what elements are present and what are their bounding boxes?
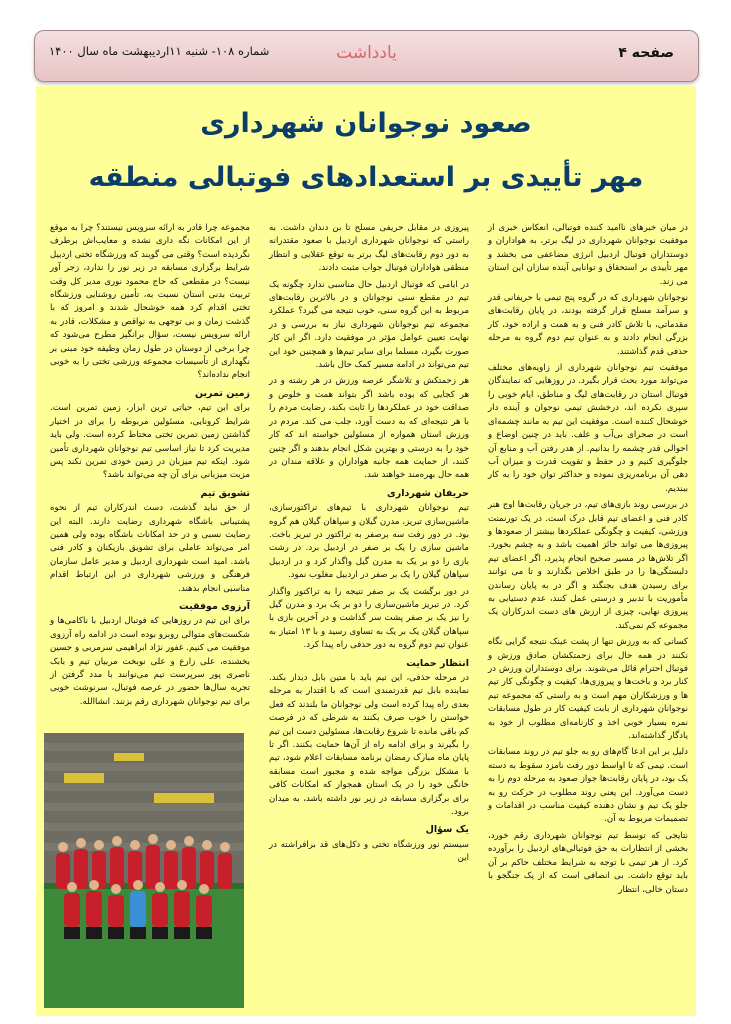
paragraph: در مرحله حذفی، این تیم باید با متین بابل دیدار بکند. نماینده بابل تیم قدرتمندی است که با اقتدار به مرحله بعدی راه پیدا کرده است ولی نوجوانان ما بلندند که فعل خواستن را خوب صرف بکنند به شرطی که در فرصت کم باقی مانده تا شروع رقابت‌ها، مسئولین دست این تیم را بگیرند و برای ادامه راه از آن‌ها حمایت بکنند. اگر تا پایان ماه مبارک رمضان برنامه مسابقات اعلام شود، تیم با مشکل بزرگی مواجه شده و مجبور است مسابقه خانگی خود را در یک استان همجوار که امکانات کافی برای برگزاری مسابقه در زیر نور داشته باشد، به میدان برود. [269, 673, 469, 818]
paragraph: سیستم نور ورزشگاه تختی و دکل‌های قد برافراشته در این [269, 839, 469, 864]
subheading: انتظار حمایت [406, 657, 469, 669]
paragraph: هر زحمتکش و تلاشگر عرصه ورزش در هر رشته و در هر کجایی که بوده باشد اگر بتواند همت و خلوص و صداقت خود در عملکردها را ثابت بکند، رضایت مردم را با هر نتیجه‌ای که به دست آورد، جلب می کند. مردم در ورزش استان همواره از مسئولین خواسته اند که کار خود را به درستی و بهترین شکل انجام بدهند و اگر چنین کنند، از حمایت همه جانبه هواداران و علاقه مندان در همه حال بهره‌مند خواهند شد. [269, 376, 469, 481]
paragraph: در دور برگشت یک بر صفر نتیجه را به تراکتور واگذار کرد. در تبریز ماشین‌سازی را دو بر یک برد و مدرن گیل را نیز یک بر صفر پشت سر گذاشت و در آخرین بازی با سپاهان گیلان یک بر یک به تساوی رسید و با ۱۳ امتیاز به عنوان تیم دوم گروه به دور حذفی راه پیدا کرد. [269, 586, 469, 651]
article-panel [36, 86, 696, 1016]
subheading: حریفان شهرداری [387, 487, 469, 499]
paragraph: پیروزی در مقابل حریفی مسلح تا بن دندان داشت. به راستی که نوجوانان شهرداری اردبیل با صعود مقتدرانه به دور دوم رقابت‌های لیگ برتر به توقع عقلایی و انتظار منطقی هواداران فوتبال جواب مثبت دادند. [269, 223, 469, 274]
page-number: صفحه ۴ [618, 45, 674, 61]
subheading: یک سؤال [425, 824, 469, 836]
subheading: زمین تمرین [194, 387, 250, 399]
paragraph: نوجوانان شهرداری که در گروه پنج تیمی با حریفانی قدر و سرآمد مسلح قرار گرفته بودند، در پایان رقابت‌های مقدماتی، با تلاش کادر فنی و به همت و اراده خود، کار بزرگی انجام دادند و به عنوان تیم دوم گروه به مرحله حذفی قدم گذاشتند. [488, 293, 688, 357]
paragraph: مجموعه چرا قادر به ارائه سرویس نیستند؟ چرا به موقع از این امکانات نگه داری نشده و معایب‌اش برطرف نگردیده است؟ وقتی می گویند که ورزشگاه تختی اردبیل شرایط برگزاری مسابقه در زیر نور را ندارد، زجر آور نیست؟ در مقطعی که حاج محمود نوری مدیر کل وقت تربیت بدنی استان نسبت به، تأمین روشنایی ورزشگاه تختی اقدام کرد همه خوشحال شدند و امروز که با گذشت زمان و بی توجهی به نواقص و مشکلات، قادر به ارائه سرویس نیست، سؤال برانگیز مطرح می‌شود که چرا برخی از دوستان در طول زمان وظیفه خود مبنی بر نگهداری از تأسیسات مجموعه ورزشی تختی را به خوبی انجام نداده‌اند؟ [50, 223, 250, 381]
paragraph: برای این تیم، حیاتی ترین ابزار، زمین تمرین است. شرایط کرونایی، مسئولین مربوطه را برای در اختیار گذاشتن زمین تمرین تختی محتاط کرده است. ولی باید مدیریت کرد تا نیاز اساسی تیم نوجوانان شهرداری تأمین شود. اینکه تیم میزبان در زمین خودی تمرین نکند پس مزیت میزبانی برای آن چه می‌تواند باشد؟ [50, 403, 250, 481]
paragraph: کسانی که به ورزش تنها از پشت عینک نتیجه گرایی نگاه نکنند در همه حال برای زحمتکشان صادق ورزش و فوتبال احترام قائل می‌شوند. برای دوستداران ورزش در کنار برد و باخت‌ها و پیروزی‌ها، کیفیت و چگونگی کار تیم ها و ورزشکاران مهم است و به راستی که مجموعه تیم نوجوانان شهرداری از بابت کیفیت کار در طول مسابقات نمره بسیار خوبی اخذ و کارنامه‌ای مطلوب از خود به یادگار گذاشته‌اند. [488, 637, 688, 742]
paragraph: برای این تیم در روزهایی که فوتبال اردبیل با ناکامی‌ها و شکست‌های متوالی روبرو بوده است در ادامه راه آرزوی موفقیت می کنیم. غفور نژاد ابراهیمی سرمربی و حسین بخشنده، علی زارع و علی نوبخت مربیان تیم و بابک ناصری پور سرپرست تیم می‌توانند با مدد گرفتن از تجربه سال‌ها حضور در عرصه فوتبال، سرنوشت خوبی برای تیم نوجوانان شهرداری رقم بزنند. انشاالله. [50, 616, 250, 707]
article-title: صعود نوجوانان شهرداری [200, 108, 532, 139]
issue-info: شماره ۱۰۸- شنبه ۱۱اردیبهشت ماه سال ۱۴۰۰ [49, 44, 270, 58]
paragraph: در ایامی که فوتبال اردبیل حال مناسبی ندارد چگونه یک تیم در مقطع سنی نوجوانان و در بالاترین رقابت‌های مربوط به این گروه سنی، خوب نتیجه می گیرد؟ عملکرد مجموعه تیم نوجوانان شهرداری نیاز به بررسی و در نهایت تعیین عوامل مؤثر در موفقیت دارد. اگر این کار صورت بگیرد، مسلما برای سایر تیم‌ها و همچنین خود این تیم می‌تواند در ادامه مسیر کمک حال باشد. [269, 279, 469, 371]
subheading: تشویق تیم [200, 487, 250, 499]
column-1 [488, 222, 688, 1012]
paragraph: از حق نباید گذشت، دست اندرکاران تیم از نحوه پشتیبانی باشگاه شهرداری رضایت دارند. البته این رضایت نسبی و در حد امکانات باشگاه بوده ولی همین امر می‌تواند عاملی برای تشویق بازیکنان و کادر فنی باشد. امید است شهرداری اردبیل و مدیر عامل سازمان فرهنگی و ورزشی شهرداری در این ارتباط اقدام مناسبی انجام بدهند. [50, 503, 250, 594]
section-title: یادداشت [336, 43, 397, 63]
subheading: آرزوی موفقیت [179, 600, 250, 612]
paragraph: در بررسی روند بازی‌های تیم، در جریان رقابت‌ها اوج هنر کادر فنی و اعضای تیم قابل درک است. در یک تورنمنت ورزشی، کیفیت و چگونگی عملکردها بیشتر از صعودها و پیروزی‌ها می تواند حائز اهمیت باشد و به چشم بخورد. اگر تلاش‌ها در مسیر صحیح انجام پذیرد، اگر اعضای تیم دلبستگی‌ها را در طبق اخلاص بگذارند و تا می توانند برای رسیدن هدف بجنگند و اگر در به پایان رساندن مأموریت با تدبیر و درستی عمل کنند، عدم دستیابی به پیروزی نهایی، چیزی از ارزش های دست اندرکاران یک مجموعه کم نمی‌کند. [488, 500, 688, 631]
page-header [34, 30, 699, 82]
team-photo-image [44, 733, 244, 1008]
column-2 [269, 222, 469, 1012]
paragraph: در میان خبرهای ناامید کننده فوتبالی، انعکاس خبری از موفقیت نوجوانان شهرداری در لیگ برتر، به هواداران و دوستداران فوتبال اردبیل انرژی مضاعفی می بخشد و مهر تأییدی بر استحقاق و توانایی آینده سازان این استان می زند. [488, 223, 688, 287]
paragraph: تیم نوجوانان شهرداری با تیم‌های تراکتورسازی، ماشین‌سازی تبریز، مدرن گیلان و سپاهان گیلان هم گروه بود. در دور رفت سه برصفر به تراکتور در تبریز باخت. ماشین سازی را یک بر صفر در اردبیل برد. در رشت بازی را دو بر یک به مدرن گیل واگذار کرد و در اردبیل سپاهان گیلان را یک بر صفر در اردبیل مغلوب نمود. [269, 503, 469, 581]
article-subtitle: مهر تأییدی بر استعدادهای فوتبالی منطقه [88, 162, 644, 193]
paragraph: نتایجی که توسط تیم نوجوانان شهرداری رقم خورد، بخشی از انتظارات به حق فوتبالی‌های اردبیل را برآورده کرد. از هر تیمی با توجه به شرایط مختلف حاکم بر آن باید توقع داشت. بی انصافی است که از یک جنگجو با دستان خالی، انتظار [488, 830, 688, 895]
paragraph: موفقیت تیم نوجوانان شهرداری از زاویه‌های مختلف می‌تواند مورد بحث قرار بگیرد. در روزهایی که نمایندگان فوتبال استان در رقابت‌های لیگ و مناطق، ایام خوبی را سپری نکرده اند، درخشش تیمی نوجوان و آینده دار خوشحال کننده است. موفقیت این تیم به مانند چشمه‌ای است در صحرای بی‌آب و علف. باید در چنین اوضاع و احوالی قدر چشمه را بدانیم. از هدر رفتن آب و منابع آن جلوگیری کنیم و در حفظ و تقویت قدرت و میزان آب دهی آن برنامه‌ریزی نموده و حداکثر توان خود را به کار ببندیم. [488, 363, 688, 494]
column-3 [50, 222, 250, 707]
team-photo [44, 733, 244, 1008]
paragraph: دلیل بر این ادعا گام‌های رو به جلو تیم در روند مسابقات است. تیمی که تا اواسط دور رفت نامزد سقوط به دسته یک بود، در پایان رقابت‌ها جواز صعود به مرحله دوم را به دست می‌آورد. این یعنی روند مطلوب در حرکت رو به جلو یک تیم و نشان دهنده کیفیت مناسب در اقدامات و تصمیمات مربوط به آن. [488, 747, 688, 825]
